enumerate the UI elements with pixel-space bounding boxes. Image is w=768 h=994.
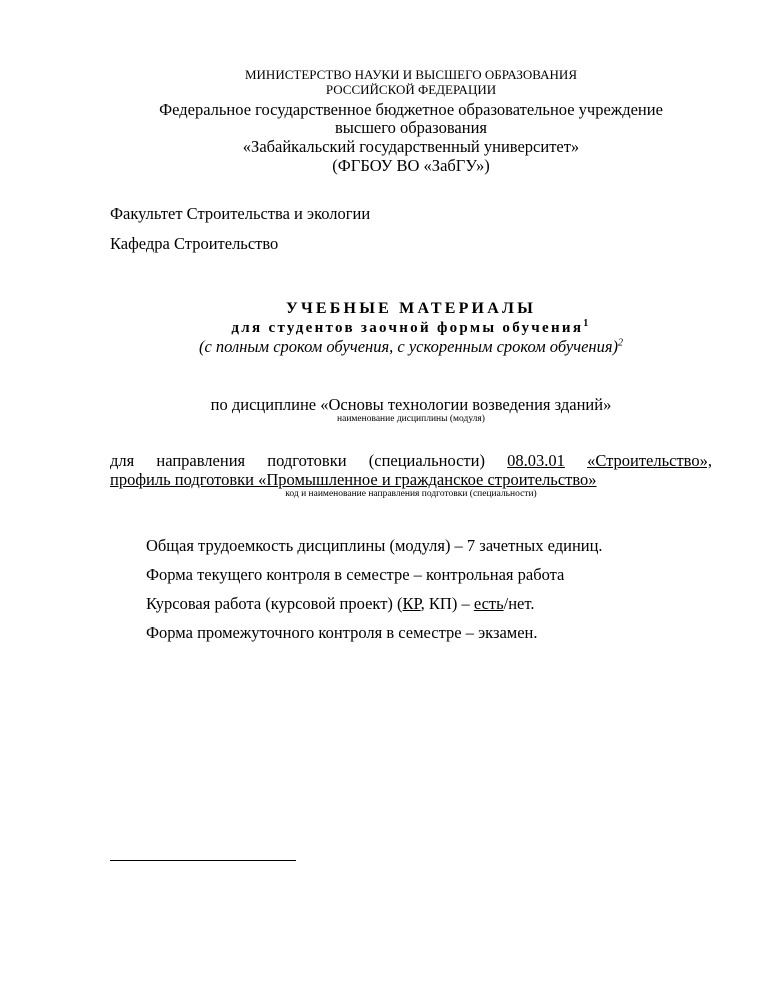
interim-control-line: Форма промежуточного контроля в семестре – экзамен. — [146, 623, 538, 642]
profile-line: профиль подготовки «Промышленное и гражданское строительство» — [110, 470, 597, 489]
direction-code: 08.03.01 — [507, 451, 565, 470]
footnote-ref-2[interactable]: 2 — [618, 337, 624, 349]
direction-caption: код и наименование направления подготовки (специальности) — [285, 489, 537, 499]
ministry-line-1: МИНИСТЕРСТВО НАУКИ И ВЫСШЕГО ОБРАЗОВАНИЯ — [244, 67, 577, 82]
university-abbrev: (ФГБОУ ВО «ЗабГУ») — [332, 156, 490, 175]
course-work-line — [146, 595, 534, 613]
ministry-line-2: РОССИЙСКОЙ ФЕДЕРАЦИИ — [325, 82, 497, 97]
discipline-line: по дисциплине «Основы технологии возведения зданий» — [210, 395, 612, 414]
discipline-caption: наименование дисциплины (модуля) — [337, 414, 485, 424]
direction-word-3: подготовки — [267, 451, 347, 470]
direction-word-1: для — [110, 451, 135, 470]
course-mid: , КП) – — [420, 594, 474, 613]
course-yes: есть — [473, 594, 504, 613]
direction-name: «Строительство», — [587, 451, 712, 470]
department-line: Кафедра Строительство — [110, 234, 279, 253]
direction-word-4: (специальности) — [368, 451, 485, 470]
footnote-ref-1[interactable]: 1 — [583, 318, 591, 329]
course-kr: КР — [402, 594, 421, 613]
subtitle-text: для студентов заочной формы обучения — [231, 320, 584, 336]
university-name: «Забайкальский государственный университет» — [242, 137, 580, 156]
footnote-separator — [110, 860, 296, 861]
study-term-text: (с полным сроком обучения, с ускоренным сроком обучения) — [198, 337, 619, 356]
direction-word-2: направления — [156, 451, 246, 470]
document-title: УЧЕБНЫЕ МАТЕРИАЛЫ — [286, 300, 536, 317]
study-term-note — [110, 338, 712, 356]
workload-line: Общая трудоемкость дисциплины (модуля) – 7 зачетных единиц. — [146, 536, 603, 555]
direction-line — [110, 452, 712, 470]
course-prefix: Курсовая работа (курсовой проект) ( — [146, 594, 403, 613]
faculty-line: Факультет Строительства и экологии — [110, 204, 371, 223]
current-control-line: Форма текущего контроля в семестре – контрольная работа — [146, 565, 565, 584]
institution-line-2: высшего образования — [335, 118, 487, 137]
institution-line-1: Федеральное государственное бюджетное образовательное учреждение — [159, 100, 663, 119]
document-subtitle — [110, 319, 712, 337]
course-suffix: /нет. — [503, 594, 535, 613]
